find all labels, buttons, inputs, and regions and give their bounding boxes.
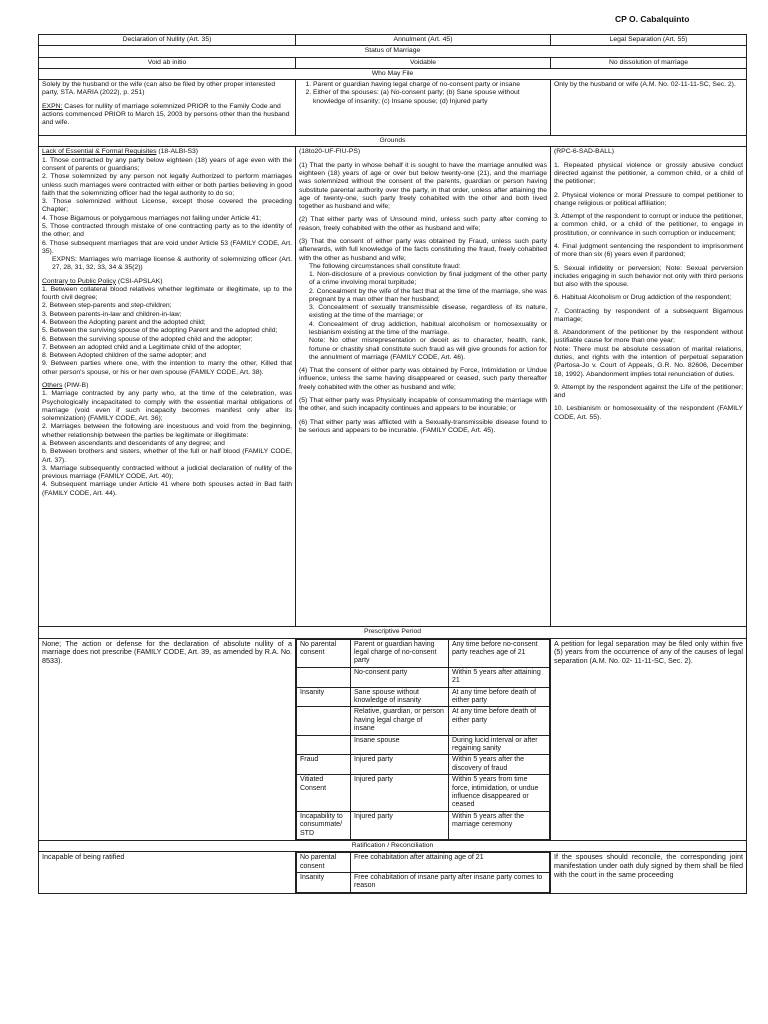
section-status: Status of Marriage (39, 46, 747, 57)
table-row: Relative, guardian, or person having legal charge of insane At any time before death of either party (297, 707, 550, 735)
table-row: Insanity Free cohabitation of insane party after insane party comes to reason (297, 872, 550, 892)
section-ratification: Ratification / Reconciliation (39, 840, 747, 851)
table-row: No parental consent Parent or guardian having legal charge of no-consent party Any time before no-consent party reaches age of 21 (297, 639, 550, 667)
ratification-legal-separation: If the spouses should reconcile, the corresponding joint manifestation under oath duly signed by them shall be filed with the court in the same proceeding (551, 852, 747, 894)
col-header-nullity: Declaration of Nullity (Art. 35) (39, 35, 296, 46)
who-legal-separation: Only by the husband or wife (A.M. No. 02-11-11-SC, Sec. 2). (551, 80, 747, 136)
prescriptive-legal-separation: A petition for legal separation may be filed only within five (5) years from the occurrence of any of the causes of legal separation (A.M. No. 02- 11-11-SC, Sec. 2). (551, 638, 747, 840)
table-row: Insanity Sane spouse without knowledge of insanity At any time before death of either party (297, 687, 550, 707)
table-row: Vitiated Consent Injured party Within 5 years from time force, intimidation, or undue influence disappeared or ceased (297, 775, 550, 812)
status-annulment: Voidable (296, 57, 551, 68)
prescriptive-annulment (296, 638, 551, 840)
ratification-annulment (296, 852, 551, 894)
grounds-legal-separation: (RPC-6-SAD-BALL) 1. Repeated physical violence or grossly abusive conduct directed against the petitioner, a common child, or a child of the petitioner; 2. Physical violence or moral Pressure to compel petitioner to change religious or political affiliation; 3. Attempt of the respondent to corrupt or induce the petitioner, a common child, or a child of the petitioner, to engage in prostitution, or connivance in such corruption or inducement; 4. Final judgment sentencing the respondent to imprisonment of more than six (6) years even if pardoned; 5. Sexual infidelity or perversion; Note: Sexual perversion includes engaging in such behavior not only with third persons but also with the spouse. 6. Habitual Alcoholism or Drug addiction of the respondent; 7. Contracting by respondent of a subsequent Bigamous marriage; 8. Abandonment of the petitioner by the respondent without justifiable cause for more than one year; Note: There must be absolute cessation of marital relations, duties, and rights with the intention of perpetual separation (Partosa-Jo v. Court of Appeals, G.R. No. 82606, December 18, 1992). Abandonment implies total renunciation of duties. 9. Attempt by the respondent against the Life of the petitioner; and 10. Lesbianism or homosexuality of the respondent (FAMILY CODE, Art. 55). (551, 147, 747, 627)
ratification-subtable (296, 852, 550, 893)
table-row: Insane spouse During lucid interval or after regaining sanity (297, 735, 550, 755)
comparison-table (38, 34, 747, 894)
who-annulment: 1. Parent or guardian having legal charge of no-consent party or insane 2. Either of the spouses: (a) No-consent party; (b) Sane spouse without knowledge of insanity; (c) Insane spouse; (d) Injured party (296, 80, 551, 136)
grounds-nullity: Lack of Essential & Formal Requisites (18-ALBI-S3) 1. Those contracted by any party below eighteen (18) years of age even with the consent of parents or guardians; 2. Those solemnized by any person not legally Authorized to perform marriages unless such marriages were contracted with either or both parties believing in good faith that the solemnizing officer had the legal authority to do so; 3. Those solemnized without License, except those covered the preceding Chapter; 4. Those Bigamous or polygamous marriages not failing under Article 41; 5. Those contracted through mistake of one contracting party as to the identity of the other; and 6. Those subsequent marriages that are void under Article 53 (FAMILY CODE, Art. 35). EXPNS: Marriages w/o marriage license & authority of solemnizing officer (Art. 27, 28, 31, 32, 33, 34 & 35(2)) Contrary to Public Policy (CSI-APSLAK) 1. Between collateral blood relatives whether legitimate or illegitimate, up to the fourth civil degree; 2. Between step-parents and step-children; 3. Between parents-in-law and children-in-law; 4. Between the Adopting parent and the adopted child; 5. Between the surviving spouse of the adopting Parent and the adopted child; 6. Between the surviving spouse of the adopted child and the adopter; 7. Between an adopted child and a Legitimate child of the adopter; 8. Between Adopted children of the same adopter; and 9. Between parties where one, with the intention to marry the other, Killed that other person's spouse, or his or her own spouse (FAMILY CODE, Art. 38). Others (PIW-B) 1. Marriage contracted by any party who, at the time of the celebration, was Psychologically incapacitated to comply with the essential marital obligations of marriage (void even if such incapacity becomes manifest only after its solemnization) (FAMILY CODE, Art. 36); 2. Marriages between the following are incestuous and void from the beginning, whether relationship between the parties be legitimate or illegitimate: a. Between ascendants and descendants of any degree; and b. Between brothers and sisters, whether of the full or half blood (FAMILY CODE, Art. 37). 3. Marriage subsequently contracted without a judicial declaration of nullity of the previous marriage (FAMILY CODE, Art. 40); 4. Subsequent marriage under Article 41 where both spouses acted in Bad faith (FAMILY CODE, Art. 44). (39, 147, 296, 627)
status-nullity: Void ab initio (39, 57, 296, 68)
table-row: No parental consent Free cohabitation after attaining age of 21 (297, 853, 550, 873)
section-prescriptive-period: Prescriptive Period (39, 627, 747, 638)
col-header-legal-separation: Legal Separation (Art. 55) (551, 35, 747, 46)
prescriptive-nullity: None; The action or defense for the declaration of absolute nullity of a marriage does not prescribe (FAMILY CODE, Art. 39, as amended by R.A. No. 8533). (39, 638, 296, 840)
section-who-may-file: Who May File (39, 68, 747, 79)
section-grounds: Grounds (39, 136, 747, 147)
table-row: Fraud Injured party Within 5 years after the discovery of fraud (297, 755, 550, 775)
table-row: Incapability to consummate/ STD Injured party Within 5 years after the marriage ceremony (297, 811, 550, 839)
prescriptive-subtable (296, 639, 550, 840)
grounds-annulment: (18to20-UF-FIU-PS) (1) That the party in whose behalf it is sought to have the marriage annulled was eighteen (18) years of age or over but below twenty-one (21), and the marriage was solemnized without the consent of the parents, guardian or person having substitute parental authority over the party, in that order, unless after attaining the age of twenty-one, such party freely cohabited with the other and both lived together as husband and wife; (2) That either party was of Unsound mind, unless such party after coming to reason, freely cohabited with the other as husband and wife; (3) That the consent of either party was obtained by Fraud, unless such party afterwards, with full knowledge of the facts constituting the fraud, freely cohabited with the other as husband and wife; The following circumstances shall constitute fraud: 1. Non-disclosure of a previous conviction by final judgment of the other party of a crime involving moral turpitude; 2. Concealment by the wife of the fact that at the time of the marriage, she was pregnant by a man other than her husband; 3. Concealment of sexually transmissible disease, regardless of its nature, existing at the time of the marriage; or 4. Concealment of drug addiction, habitual alcoholism or homosexuality or lesbianism existing at the time of the marriage. Note: No other misrepresentation or deceit as to character, health, rank, fortune or chastity shall constitute such fraud as will give grounds for action for the annulment of marriage (FAMILY CODE, Art. 46). (4) That the consent of either party was obtained by Force, Intimidation or Undue influence, unless the same having disappeared or ceased, such party thereafter freely cohabited with the other as husband and wife; (5) That either party was Physically incapable of consummating the marriage with the other, and such incapacity continues and appears to be incurable; or (6) That either party was afflicted with a Sexually-transmissible disease found to be serious and appears to be incurable. (FAMILY CODE, Art. 45). (296, 147, 551, 627)
author-name: CP O. Cabalquinto (615, 14, 690, 24)
status-legal-separation: No dissolution of marriage (551, 57, 747, 68)
who-nullity: Solely by the husband or the wife (can also be filed by other proper interested party, STA. MARIA (2022), p. 251) EXPN: Cases for nullity of marriage solemnized PRIOR to the Family Code and actions commenced PRIOR to March 15, 2003 by persons other than the husband and wife. (39, 80, 296, 136)
table-row: No-consent party Within 5 years after attaining 21 (297, 667, 550, 687)
col-header-annulment: Annulment (Art. 45) (296, 35, 551, 46)
ratification-nullity: Incapable of being ratified (39, 852, 296, 894)
header-row (39, 35, 747, 46)
